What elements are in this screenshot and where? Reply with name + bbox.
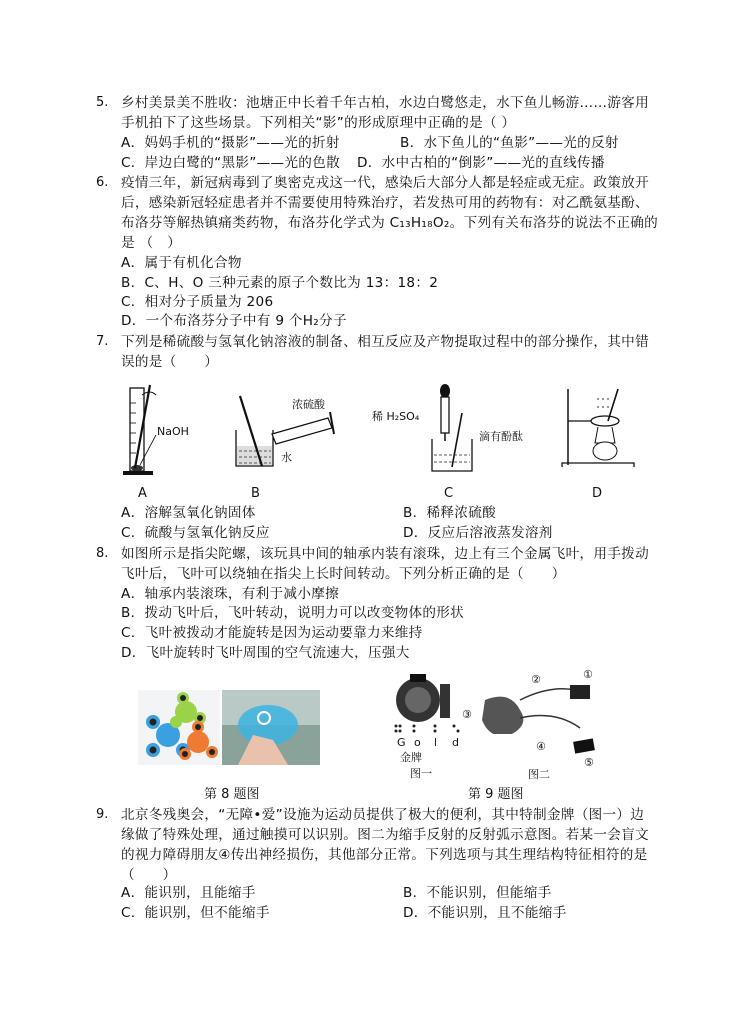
water-label: 水 <box>281 451 292 464</box>
question-5-option-d: D．水中古柏的“倒影”——光的直线传播 <box>357 155 605 171</box>
question-8-option-c: C．飞叶被拨动才能旋转是因为运动要靠力来维持 <box>121 625 423 641</box>
question-6-stem: 是 （ ） <box>121 235 182 251</box>
question-9-stem: 缘做了特殊处理，通过触摸可以识别。图二为缩手反射的反射弧示意图。若某一会盲文 <box>121 827 649 843</box>
figure-label-c: C <box>444 486 454 501</box>
question-9-stem: （ ） <box>121 867 177 883</box>
figure-label-d: D <box>592 486 603 501</box>
question-6-option-b: B．C、H、O 三种元素的原子个数比为 13：18：2 <box>121 275 439 291</box>
braille-letter-o: o <box>414 736 421 749</box>
question-8-stem: 飞叶后，飞叶可以绕轴在指尖上长时间转动。下列分析正确的是（ ） <box>121 566 566 582</box>
question-9-stem: 北京冬残奥会，“无障•爱”设施为运动员提供了极大的便利，其中特制金牌（图一）边 <box>121 807 645 823</box>
question-7-option-a: A．溶解氢氧化钠固体 <box>121 505 256 521</box>
question-8-stem: 如图所示是指尖陀螺，该玩具中间的轴承内装有滚珠，边上有三个金属飞叶，用手拨动 <box>121 546 649 562</box>
figure-one-label: 图一 <box>410 767 432 780</box>
question-5-option-a: A．妈妈手机的“摄影”——光的折射 <box>121 135 340 151</box>
question-5-option-b: B．水下鱼儿的“鱼影”——光的反射 <box>400 135 619 151</box>
question-7-stem: 下列是稀硫酸与氢氧化钠溶液的制备、相互反应及产物提取过程中的部分操作，其中错 <box>121 334 649 350</box>
question-6-stem: 布洛芬等解热镇痛类药物，布洛芬化学式为 C₁₃H₁₈O₂。下列有关布洛芬的说法不正确的 <box>121 215 659 231</box>
braille-letter-g: G <box>397 736 406 749</box>
fidget-spinner-photos <box>138 690 320 765</box>
marker-2: ② <box>531 673 541 686</box>
question-9-number: 9. <box>96 807 109 822</box>
marker-4: ④ <box>536 740 546 753</box>
effector-muscle-shape <box>570 736 610 756</box>
evaporation-setup-figure-d <box>560 385 640 470</box>
question-6-stem: 疫情三年，新冠病毒到了奥密克戎这一代，感染后大部分人都是轻症或无症。政策放开 <box>121 175 649 191</box>
medal-label: 金牌 <box>400 751 422 764</box>
question-9-option-a: A．能识别，且能缩手 <box>121 885 256 901</box>
concentrated-acid-label: 浓硫酸 <box>292 398 325 411</box>
figure-label-a: A <box>138 486 147 501</box>
braille-letter-d: d <box>452 736 459 749</box>
dilute-acid-label: 稀 H₂SO₄ <box>372 410 420 423</box>
question-6-option-a: A．属于有机化合物 <box>121 255 242 271</box>
naoh-label: NaOH <box>157 425 189 438</box>
question-7-option-b: B．稀释浓硫酸 <box>403 505 496 521</box>
question-7-option-d: D．反应后溶液蒸发溶剂 <box>403 525 553 541</box>
question-9-option-b: B．不能识别，但能缩手 <box>403 885 552 901</box>
question-6-option-c: C．相对分子质量为 206 <box>121 294 274 310</box>
marker-1: ① <box>583 668 593 681</box>
question-8-option-d: D．飞叶旋转时飞叶周围的空气流速大，压强大 <box>121 645 410 661</box>
question-6-option-d: D．一个布洛芬分子中有 9 个H₂分子 <box>121 313 347 329</box>
question-9-figure-caption: 第 9 题图 <box>468 787 524 802</box>
question-5-option-c: C．岸边白鹭的“黑影”——光的色散 <box>121 155 340 171</box>
marker-3: ③ <box>462 708 472 721</box>
question-5-number: 5. <box>96 95 109 110</box>
gold-medal-and-reflex-arc-figure <box>390 670 608 734</box>
question-7-number: 7. <box>96 334 109 349</box>
question-6-stem: 后，感染新冠轻症患者并不需要使用特殊治疗，若发热可用的药物有：对乙酰氨基酚、 <box>121 195 649 211</box>
phenolphthalein-label: 滴有酚酞 <box>479 430 523 443</box>
question-9-option-c: C．能识别，但不能缩手 <box>121 905 270 921</box>
question-8-option-b: B．拨动飞叶后，飞叶转动，说明力可以改变物体的形状 <box>121 605 465 621</box>
figure-two-label: 图二 <box>528 768 550 781</box>
question-7-stem: 误的是（ ） <box>121 354 219 370</box>
question-5-stem: 手机拍下了这些场景。下列相关“影”的形成原理中正确的是（ ） <box>121 115 516 131</box>
question-8-figure-caption: 第 8 题图 <box>204 787 260 802</box>
figure-label-b: B <box>251 486 260 501</box>
question-8-option-a: A．轴承内装滚珠，有利于减小摩擦 <box>121 586 340 602</box>
question-9-stem: 的视力障碍朋友④传出神经损伤，其他部分正常。下列选项与其生理结构特征相符的是 <box>121 847 648 863</box>
question-5-stem: 乡村美景美不胜收：池塘正中长着千年古柏，水边白鹭悠走，水下鱼儿畅游……游客用 <box>121 95 649 111</box>
braille-letter-l: l <box>434 736 438 749</box>
question-7-option-c: C．硫酸与氢氧化钠反应 <box>121 525 270 541</box>
question-6-number: 6. <box>96 175 109 190</box>
question-9-option-d: D．不能识别，且不能缩手 <box>403 905 567 921</box>
marker-5: ⑤ <box>584 756 594 769</box>
question-8-number: 8. <box>96 546 109 561</box>
